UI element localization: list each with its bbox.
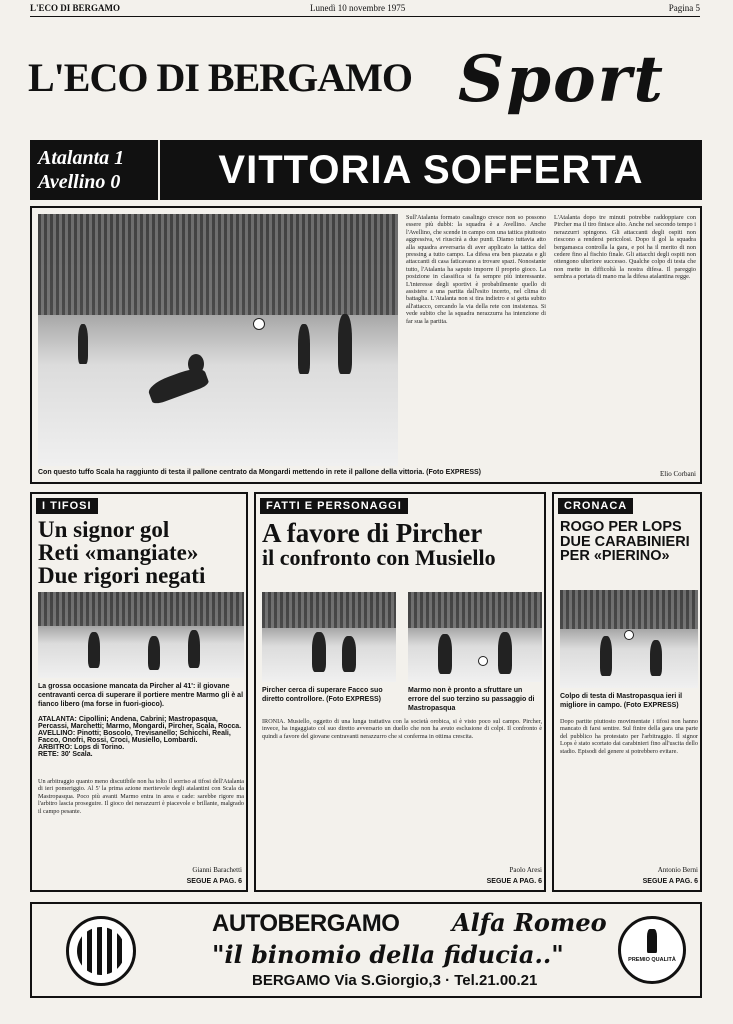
masthead-title: L'ECO DI BERGAMO [28,55,413,100]
tifosi-photo-caption: La grossa occasione mancata da Pircher al 41': il giovane centravanti cerca di superare il portiere mentre Marmo gli è al fianco libero (ma forse in fuori-gioco). [38,683,244,708]
running-head-left: L'ECO DI BERGAMO [30,3,121,13]
fatti-signature: Paolo Aresi [509,866,542,874]
fatti-caption-left: Pircher cerca di superare Facco suo diretto controllore. (Foto EXPRESS) [262,687,383,703]
ad-address: BERGAMO Via S.Giorgio,3 · Tel.21.00.21 [252,972,538,989]
lead-text-col1: Sull'Atalanta formato casalingo cresce non so possono essere più dubbi: la squadra è a Avellino. Anche l'Avellino, che scende in campo con una tattica piuttosto aggressiva, vi riuscirà a due punti. Diamo tuttavia atto alla squadra avversaria di aver applicato la tattica del pressing a tutto campo. La difesa era ben piazzata e gli attaccanti di casa faticavano a trovare spazi. Nonostante tutto, l'Atalanta ha saputo imporre il proprio gioco. La posizione in classifica si fa sempre più interessante. L'interesse degli sportivi è probabilmente quello di assistere a una partita dall'esito incerto, nel clima di battaglia. L'Atalanta non si tira indietro e si getta subito all'attacco, cercando la via della rete con insistenza. Si vede subito che la squadra nerazzurra ha intenzione di far sua la partita. [406,214,546,325]
fatti-headline-2: il confronto con Musiello [262,545,496,570]
quality-seal-text: PREMIO QUALITÀ [628,957,676,963]
cronaca-photo [560,590,698,688]
running-head [30,2,700,17]
section-fatti-tag: FATTI E PERSONAGGI [260,498,408,514]
section-tifosi [30,492,248,892]
tifosi-headline-2: Reti «mangiate» [38,540,199,565]
tifosi-headline [38,518,244,587]
cronaca-headline-3: PER «PIERINO» [560,548,670,564]
lead-photo [38,214,398,466]
lead-signature: Elio Corbani [660,470,696,478]
section-cronaca [552,492,702,892]
fatti-photo-right [408,592,542,682]
lead-story [30,206,702,484]
cronaca-headline-2: DUE CARABINIERI [560,533,690,550]
score-home: Atalanta 1 [38,147,125,169]
tifosi-headline-1: Un signor gol [38,517,170,542]
cronaca-continued: SEGUE A PAG. 6 [642,878,698,885]
section-tifosi-tag: I TIFOSI [36,498,98,514]
lead-text-col2: L'Atalanta dopo tre minuti potrebbe raddoppiare con Pircher ma il tiro finisce alto. Anche nel secondo tempo i nerazzurri spingono. Gli attaccanti degli ospiti non riescono a rendersi pericolosi. Dopo il gol la squadra bergamasca controlla la gara, e poi ha il merito di non cedere fino al fischio finale. Gli attacchi degli ospiti non ottengono ulteriore successo. Qualche colpo di testa che non mette in difficoltà la nostra difesa. Il pareggio sembra a portata di mano ma la difesa atalantina regge. [554,214,696,281]
tifosi-text: Un arbitraggio quanto meno discutibile non ha tolto il sorriso ai tifosi dell'Atalanta di ieri pomeriggio. Al 5' la prima azione meritevole degli atalantini con Scala da Mastropasqua. Poco più avanti Marmo entra in area e cade: sarebbe rigore ma l'arbitro lascia proseguire. Il gioco dei nerazzurri è piacevole e brillante, malgrado il campo pesante. [38,778,244,815]
fatti-headline-1: A favore di Pircher [262,518,483,548]
section-fatti [254,492,546,892]
lead-photo-caption: Con questo tuffo Scala ha raggiunto di testa il pallone centrato da Mongardi mettendo in rete il pallone della vittoria. (Foto EXPRESS) [38,469,481,476]
fatti-headline [262,520,542,569]
fatti-continued: SEGUE A PAG. 6 [486,878,542,885]
tifosi-referee: ARBITRO: Lops di Torino. [38,744,125,751]
quality-seal [618,916,686,984]
cronaca-signature: Antonio Berni [657,866,698,874]
tifosi-signature: Gianni Barachetti [192,866,242,874]
running-head-page: Pagina 5 [668,3,700,13]
ad-brand: AUTOBERGAMO [212,910,400,937]
tifosi-lineup-away: AVELLINO: Pinotti; Boscolo, Trevisanello; Schicchi, Reali, Facco, Onofri, Rossi, Croci, Musiello, Lombardi. [38,730,231,744]
cronaca-headline-1: ROGO PER LOPS [560,519,682,535]
cronaca-text: Dopo partite piuttosto movimentate i tifosi non hanno mancato di farsi sentire. Sul finire della gara una parte del pubblico ha protestato per l'arbitraggio. Il signor Lops è stato scortato dai carabinieri fino all'uscita dello stadio. Episodi del genere si potrebbero evitare. [560,718,698,755]
cronaca-headline [560,520,700,564]
running-head-date: Lunedì 10 novembre 1975 [310,3,406,13]
tifosi-headline-3: Due rigori negati [38,563,206,588]
main-headline: VITTORIA SOFFERTA [160,140,702,200]
tifosi-photo [38,592,244,678]
tifosi-continued: SEGUE A PAG. 6 [186,878,242,885]
ad-slogan: "il binomio della fiducia.." [212,940,564,969]
cronaca-photo-caption: Colpo di testa di Mastropasqua ieri il migliore in campo. (Foto EXPRESS) [560,693,683,709]
tifosi-lineup-home: ATALANTA: Cipollini; Andena, Cabrini; Mastropasqua, Percassi, Marchetti; Marmo, Mongardi, Pircher, Scala, Rocca. [38,716,242,730]
fatti-text: IRONIA. Musiello, oggetto di una lunga trattativa con la società orobica, si è visto poco sul campo. Pircher, invece, ha ingaggiato col suo diretto avversario un duello che non ha avuto esclusione di colpi. Il confronto è quindi a favore del giovane centravanti nerazzurro che si conferma in ottima crescita. [262,718,542,740]
advertisement [30,902,702,998]
section-cronaca-tag: CRONACA [558,498,633,514]
alfa-romeo-logo [66,916,136,986]
ad-make: Alfa Romeo [452,908,607,937]
tifosi-goal: RETE: 30' Scala. [38,751,93,758]
masthead-sport: Sport [458,42,665,117]
score-box [30,140,158,200]
score-away: Avellino 0 [38,171,121,193]
tifosi-lineups [38,716,244,758]
fatti-photo-left [262,592,396,682]
fatti-caption-right: Marmo non è pronto a sfruttare un errore del suo terzino su passaggio di Mastropasqua [408,687,535,712]
